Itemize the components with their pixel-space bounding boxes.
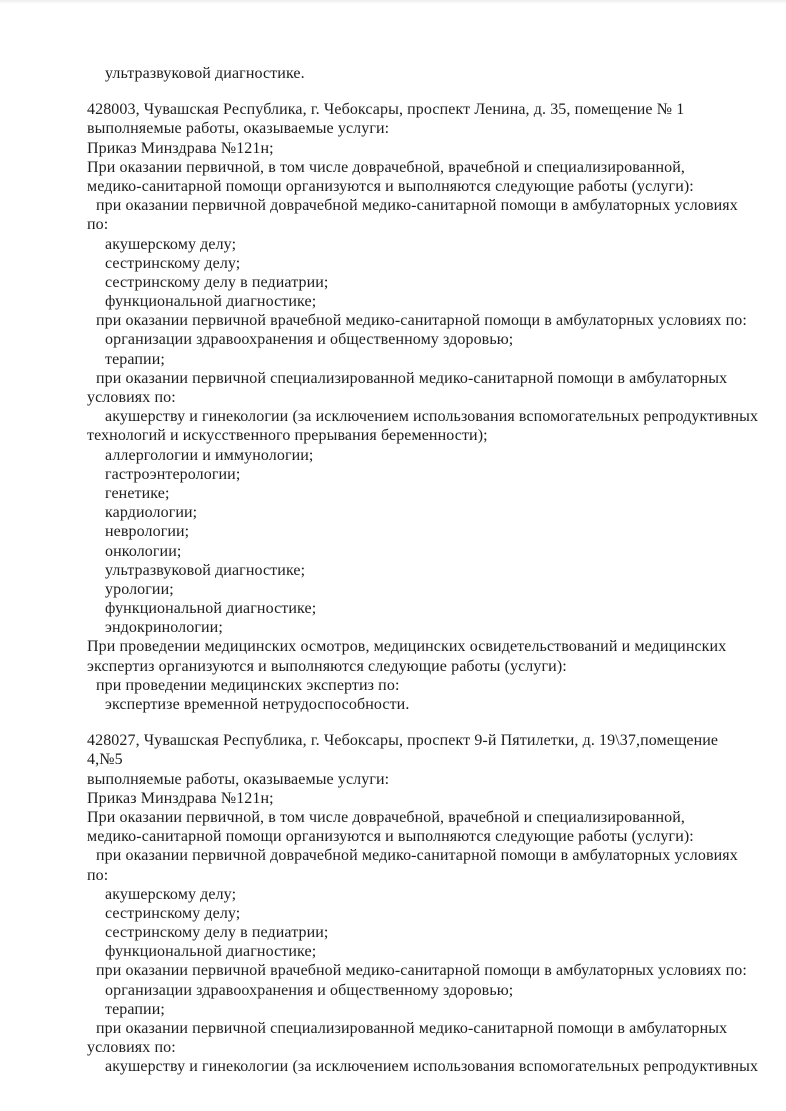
- text-line: Приказ Минздрава №121н;: [87, 789, 274, 807]
- text-line: акушерству и гинекологии (за исключением использования вспомогательных репродуктивных: [105, 408, 759, 426]
- text-line: акушерскому делу;: [105, 885, 237, 903]
- block-previous-list-continuation: [87, 64, 747, 83]
- text-line: при оказании первичной специализированной медико-санитарной помощи в амбулаторных: [96, 1020, 728, 1037]
- text-line: при оказании первичной специализированной медико-санитарной помощи в амбулаторных: [96, 369, 728, 387]
- text-line: При оказании первичной, в том числе доврачебной, врачебной и специализированной,: [87, 158, 686, 176]
- text-line: выполняемые работы, оказываемые услуги:: [87, 770, 390, 788]
- text-line: При оказании первичной, в том числе доврачебной, врачебной и специализированной,: [87, 808, 686, 826]
- text-line: технологий и искусственного прерывания беременности);: [87, 427, 488, 445]
- text-line: акушерскому делу;: [105, 235, 237, 253]
- text-line: онкологии;: [105, 542, 182, 560]
- block-location-428027: [87, 731, 759, 1076]
- text-line: условиях по:: [87, 389, 176, 406]
- text-line: 428027, Чувашская Республика, г. Чебоксары, проспект 9-й Пятилетки, д. 19\37,помещение: [87, 732, 719, 750]
- text-line: генетике;: [105, 484, 170, 502]
- text-line: неврологии;: [105, 523, 190, 541]
- text-line: условиях по:: [87, 1039, 176, 1057]
- text-line: медико-санитарной помощи организуются и выполняются следующие работы (услуги):: [87, 828, 694, 846]
- text-line: функциональной диагностике;: [105, 293, 317, 311]
- text-line: функциональной диагностике;: [105, 943, 317, 961]
- text-line: ультразвуковой диагностике;: [105, 561, 306, 579]
- text-line: терапии;: [105, 350, 165, 368]
- text-line: сестринскому делу;: [105, 254, 241, 272]
- text-line: организации здравоохранения и общественному здоровью;: [105, 981, 514, 999]
- text-line: сестринскому делу в педиатрии;: [105, 273, 329, 291]
- text-line: функциональной диагностике;: [105, 600, 317, 618]
- text-line: экспертизе временной нетрудоспособности.: [105, 696, 410, 713]
- text-line: организации здравоохранения и общественному здоровью;: [105, 331, 514, 349]
- block-location-428003: [87, 100, 759, 714]
- document-text-area: [87, 64, 759, 1077]
- text-line: гастроэнтерологии;: [105, 465, 241, 483]
- text-line: по:: [87, 216, 109, 234]
- text-line: терапии;: [105, 1000, 165, 1018]
- text-line: урологии;: [105, 580, 174, 598]
- text-line: Приказ Минздрава №121н;: [87, 139, 274, 157]
- text-line: эндокринологии;: [105, 619, 223, 637]
- text-line: сестринскому делу в педиатрии;: [105, 924, 329, 942]
- text-line: ультразвуковой диагностике.: [105, 65, 305, 82]
- text-line: аллергологии и иммунологии;: [105, 446, 314, 464]
- text-line: медико-санитарной помощи организуются и выполняются следующие работы (услуги):: [87, 177, 694, 195]
- text-line: по:: [87, 866, 109, 884]
- text-line: выполняемые работы, оказываемые услуги:: [87, 120, 390, 138]
- page-top-edge: [0, 0, 786, 4]
- text-line: при оказании первичной доврачебной медико-санитарной помощи в амбулаторных условиях: [96, 197, 738, 215]
- text-line: При проведении медицинских осмотров, медицинских освидетельствований и медицинских: [87, 638, 727, 656]
- text-line: сестринскому делу;: [105, 904, 241, 922]
- text-line: при проведении медицинских экспертиз по:: [96, 676, 400, 694]
- text-line: при оказании первичной врачебной медико-санитарной помощи в амбулаторных условиях по:: [96, 962, 747, 980]
- text-line: при оказании первичной доврачебной медико-санитарной помощи в амбулаторных условиях: [96, 847, 738, 865]
- text-line: кардиологии;: [105, 504, 198, 522]
- text-line: при оказании первичной врачебной медико-санитарной помощи в амбулаторных условиях по:: [96, 312, 747, 330]
- text-line: 428003, Чувашская Республика, г. Чебоксары, проспект Ленина, д. 35, помещение № 1: [87, 101, 685, 119]
- text-line: 4,№5: [87, 751, 123, 769]
- text-line: акушерству и гинекологии (за исключением использования вспомогательных репродуктивных: [105, 1058, 759, 1076]
- text-line: экспертиз организуются и выполняются следующие работы (услуги):: [87, 657, 567, 675]
